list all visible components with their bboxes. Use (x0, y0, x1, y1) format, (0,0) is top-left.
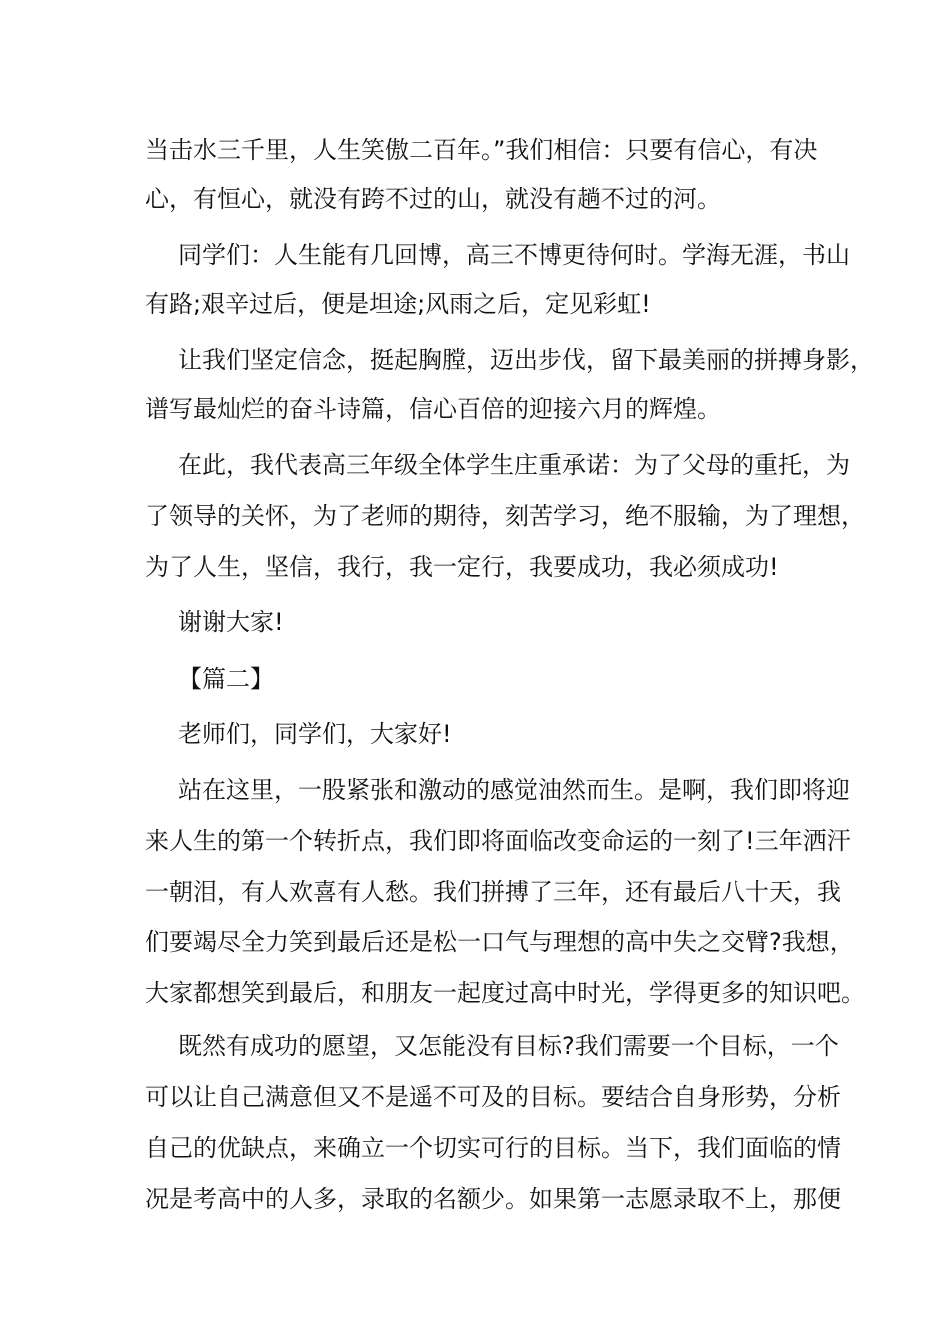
section-heading: 【篇二】 (178, 665, 274, 693)
text-line: 况是考高中的人多，录取的名额少。如果第一志愿录取不上，那便 (145, 1185, 841, 1213)
text-line: 站在这里，一股紧张和激动的感觉油然而生。是啊，我们即将迎 (178, 776, 850, 804)
text-line: 为了人生，坚信，我行，我一定行，我要成功，我必须成功! (145, 553, 779, 581)
text-line: 有路;艰辛过后，便是坦途;风雨之后，定见彩虹! (145, 290, 651, 318)
text-line: 们要竭尽全力笑到最后还是松一口气与理想的高中失之交臂?我想， (145, 928, 854, 956)
text-line: 自己的优缺点，来确立一个切实可行的目标。当下，我们面临的情 (145, 1134, 841, 1162)
text-line: 心，有恒心，就没有跨不过的山，就没有趟不过的河。 (145, 185, 721, 213)
text-line: 一朝泪，有人欢喜有人愁。我们拼搏了三年，还有最后八十天，我 (145, 878, 841, 906)
text-line: 大家都想笑到最后，和朋友一起度过高中时光，学得更多的知识吧。 (145, 979, 865, 1007)
text-line: 老师们，同学们，大家好! (178, 720, 452, 748)
text-line: 可以让自己满意但又不是遥不可及的目标。要结合自身形势，分析 (145, 1083, 841, 1111)
text-line: 谱写最灿烂的奋斗诗篇，信心百倍的迎接六月的辉煌。 (145, 395, 721, 423)
text-line: 谢谢大家! (178, 608, 284, 636)
text-line: 来人生的第一个转折点，我们即将面临改变命运的一刻了!三年洒汗 (145, 827, 851, 855)
text-line: 在此，我代表高三年级全体学生庄重承诺：为了父母的重托，为 (178, 451, 850, 479)
text-line: 既然有成功的愿望，又怎能没有目标?我们需要一个目标，一个 (178, 1032, 839, 1060)
text-line: 当击水三千里，人生笑傲二百年。”我们相信：只要有信心，有决 (145, 136, 818, 164)
text-line: 了领导的关怀，为了老师的期待，刻苦学习，绝不服输，为了理想， (145, 502, 865, 530)
text-line: 同学们：人生能有几回博，高三不博更待何时。学海无涯，书山 (178, 241, 850, 269)
text-line: 让我们坚定信念，挺起胸膛，迈出步伐，留下最美丽的拼搏身影， (178, 346, 874, 374)
